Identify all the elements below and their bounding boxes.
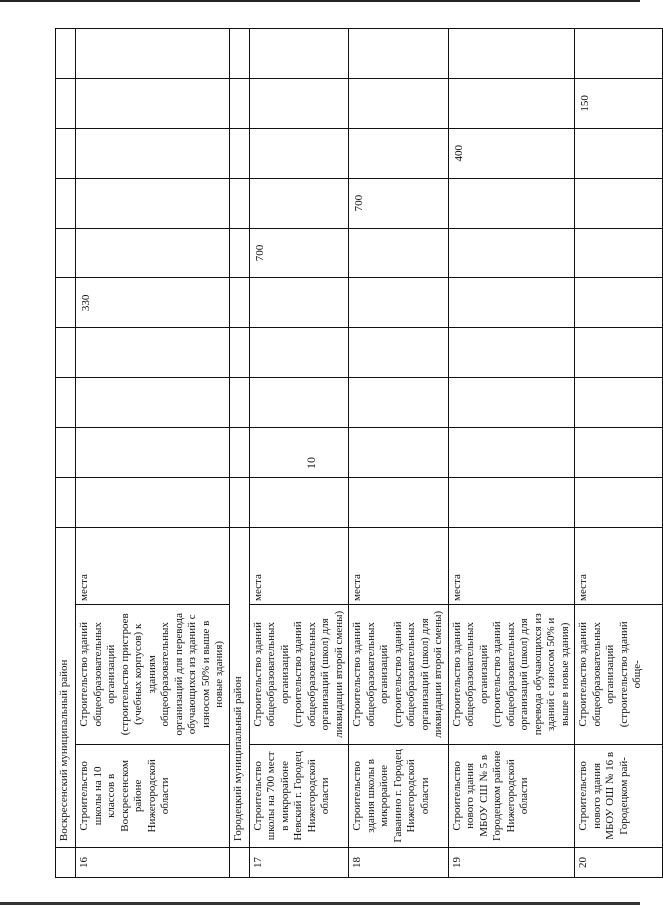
section-spacer-cell [229,477,249,527]
capacity-value: 700 [353,194,365,212]
value-cell [575,228,663,278]
section-spacer-cell [229,228,249,278]
value-cell [249,477,349,527]
capacity-value [252,381,254,424]
capacity-value [577,182,579,225]
value-cell [349,378,449,428]
scan-edge-top [0,0,640,2]
unit-of-measure: места [575,527,663,604]
work-description: Строительство зданий общеобразовательных организаций (строительство зданий обще- [575,605,663,745]
value-cell [349,428,449,478]
capacity-value [451,82,453,125]
capacity-value [351,431,353,474]
capacity-value [577,232,579,275]
section-empty-cell [229,848,249,878]
value-cell [249,228,349,278]
capacity-value [451,381,453,424]
value-cell [76,228,230,278]
section-row [229,29,249,878]
capacity-value [78,481,80,524]
value-cell [349,78,449,128]
capacity-value [78,431,80,474]
capacity-value [78,132,80,175]
row-number: 19 [448,848,575,878]
value-cell [448,178,575,228]
capacity-value: 330 [80,294,92,312]
value-cell [249,328,349,378]
section-spacer-cell [56,477,76,527]
value-cell [349,328,449,378]
capacity-value [78,82,80,125]
section-spacer-cell [229,328,249,378]
trailing-empty-cell [249,29,349,79]
value-cell [448,278,575,328]
value-cell [76,128,230,178]
value-cell [349,178,449,228]
value-cell [448,328,575,378]
value-cell [575,178,663,228]
capacity-value [351,232,353,275]
capacity-value [577,331,579,374]
value-cell [249,128,349,178]
section-title: Городецкий муниципальный район [229,527,249,847]
capacity-value [351,381,353,424]
work-description: Строительство зданий общеобразовательных организаций (строительство зданий общеобразовательных организаций (школ) для ликвидации второй смены) [349,605,449,745]
value-cell [76,78,230,128]
table-row [448,29,575,878]
capacity-value [351,331,353,374]
section-spacer-cell [56,128,76,178]
capacity-value [252,331,254,374]
capacity-value [78,232,80,275]
capacity-value [252,281,254,324]
value-cell [249,378,349,428]
work-description: Строительство зданий общеобразовательных организаций (строительство зданий общеобразовательных организаций (школ) для ликвидации второй смены) [249,605,349,745]
capacity-value [351,132,353,175]
work-description: Строительство зданий общеобразовательных организаций (строительство пристроев (учебных корпусов) к зданиям общеобразовательных организаций для перевода обучающихся из зданий с износом 50% и выше в новые здания) [76,605,230,745]
section-spacer-cell [56,428,76,478]
value-cell [349,278,449,328]
table-row [249,29,349,878]
trailing-empty-cell [76,29,230,79]
section-spacer-cell [229,78,249,128]
section-spacer-cell [229,178,249,228]
capacity-value [351,82,353,125]
project-name: Строительство нового здания МБОУ ОШ № 16 в Городецком рай- [575,744,663,847]
capacity-value: 700 [253,244,266,262]
project-name: Строительство здания школы в микрорайоне Гаванино г. Городец Нижегородской области [349,744,449,847]
value-cell [76,328,230,378]
capacity-value [577,431,579,474]
value-cell [76,178,230,228]
section-spacer-cell [229,428,249,478]
project-name: Строительство школы на 10 классов в Воскресенском районе Нижегородской области [76,744,230,847]
section-row [56,29,76,878]
capacity-value [78,381,80,424]
value-cell [249,78,349,128]
work-description: Строительство зданий общеобразовательных организаций (строительство зданий общеобразовательных организаций (школ) для перевода обучающихся из зданий с износом 50% и выше в новые здания) [448,605,575,745]
section-spacer-cell [56,78,76,128]
rotated-table-container [55,28,643,878]
value-cell [76,278,230,328]
value-cell [76,477,230,527]
value-cell [448,378,575,428]
value-cell [575,378,663,428]
capacity-value [252,182,254,225]
table-row [349,29,449,878]
program-table [55,28,663,878]
section-spacer-cell [56,278,76,328]
table-row [76,29,230,878]
value-cell [249,278,349,328]
capacity-value [78,331,80,374]
capacity-value [252,132,254,175]
section-spacer-cell [229,29,249,79]
value-cell [575,328,663,378]
capacity-value [252,431,254,474]
unit-of-measure: места [349,527,449,604]
section-spacer-cell [56,29,76,79]
value-cell [349,228,449,278]
section-spacer-cell [56,328,76,378]
value-cell [76,428,230,478]
capacity-value [577,132,579,175]
capacity-value [577,281,579,324]
trailing-empty-cell [349,29,449,79]
capacity-value [451,281,453,324]
project-name: Строительство нового здания МБОУ СШ № 5 в Городецком районе Нижегородской области [448,744,575,847]
capacity-value [577,481,579,524]
capacity-value [78,182,80,225]
capacity-value [351,281,353,324]
capacity-value [451,481,453,524]
capacity-value [451,232,453,275]
row-number: 16 [76,848,230,878]
capacity-value: 150 [579,95,591,112]
section-spacer-cell [56,228,76,278]
value-cell [575,428,663,478]
capacity-value [451,431,453,474]
section-spacer-cell [56,378,76,428]
value-cell [76,378,230,428]
capacity-value [451,331,453,374]
value-cell [575,278,663,328]
section-spacer-cell [229,128,249,178]
table-row [575,29,663,878]
value-cell [448,428,575,478]
row-number: 18 [349,848,449,878]
section-spacer-cell [229,278,249,328]
project-name: Строительство школы на 700 мест в микрорайоне Невский г. Городец Нижегородской области [249,744,349,847]
unit-of-measure: места [76,527,230,604]
value-cell [575,477,663,527]
value-cell [448,128,575,178]
value-cell [249,178,349,228]
trailing-empty-cell [448,29,575,79]
value-cell [349,128,449,178]
value-cell [448,228,575,278]
unit-of-measure: места [448,527,575,604]
unit-of-measure: места [249,527,349,604]
value-cell [249,428,349,478]
row-number: 17 [249,848,349,878]
value-cell [575,128,663,178]
section-spacer-cell [229,378,249,428]
value-cell [575,78,663,128]
section-spacer-cell [56,178,76,228]
row-number: 20 [575,848,663,878]
table-body [56,29,663,878]
section-title: Воскресенский муниципальный район [56,527,76,847]
capacity-value [451,182,453,225]
trailing-empty-cell [575,29,663,79]
capacity-value [252,481,254,524]
capacity-value [252,82,254,125]
value-cell [349,477,449,527]
value-cell [448,477,575,527]
capacity-value: 400 [452,145,465,162]
value-cell [448,78,575,128]
capacity-value [577,381,579,424]
page-number: 10 [304,457,318,469]
capacity-value [351,481,353,524]
section-empty-cell [56,848,76,878]
